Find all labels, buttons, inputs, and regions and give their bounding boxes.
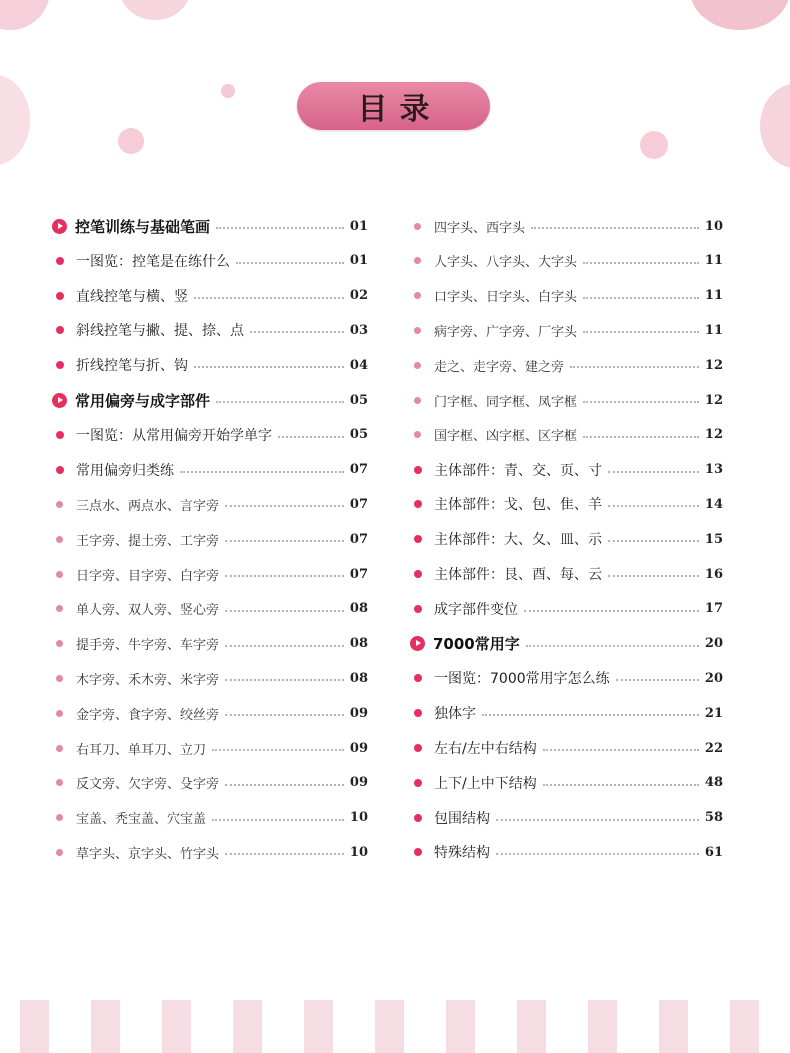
toc-page-number: 03 [349, 322, 368, 338]
toc-page-number: 12 [704, 427, 723, 443]
play-bullet-icon [52, 219, 67, 234]
toc-page-number: 01 [349, 218, 368, 234]
toc-entry-label: 右耳刀、单耳刀、立刀 [76, 742, 207, 758]
dot-bullet-icon [56, 326, 64, 334]
toc-entry[interactable] [410, 246, 723, 276]
toc-entry[interactable] [410, 594, 723, 624]
dot-leader [236, 262, 344, 264]
toc-page-number: 20 [704, 636, 723, 652]
dot-bullet-icon [414, 848, 422, 856]
toc-entry[interactable] [52, 663, 368, 693]
dot-bullet-icon [414, 257, 421, 264]
dot-leader [608, 575, 699, 577]
toc-entry-label: 木字旁、禾木旁、米字旁 [76, 672, 220, 688]
decor-square [588, 1000, 617, 1053]
dot-leader [225, 540, 344, 542]
dot-bullet-icon [414, 814, 422, 822]
dot-bullet-icon [56, 466, 64, 474]
toc-entry[interactable] [52, 629, 368, 659]
toc-entry[interactable] [410, 663, 723, 693]
decor-circle [0, 75, 30, 165]
toc-entry[interactable] [52, 698, 368, 728]
toc-entry-label: 主体部件：艮、酉、每、云 [434, 567, 602, 583]
dot-bullet-icon [414, 500, 422, 508]
decor-circle [0, 0, 50, 30]
toc-entry[interactable] [410, 420, 723, 450]
toc-entry-label: 独体字 [434, 706, 476, 723]
toc-page-number: 15 [704, 531, 723, 547]
dot-bullet-icon [414, 570, 422, 578]
dot-leader [250, 331, 344, 333]
toc-entry-label: 常用偏旁与成字部件 [75, 391, 211, 410]
dot-bullet-icon [56, 571, 63, 578]
toc-entry[interactable] [410, 489, 723, 519]
toc-entry[interactable] [410, 768, 723, 798]
dot-leader [180, 471, 344, 473]
toc-entry-label: 四字头、西字头 [434, 220, 526, 236]
toc-page-number: 02 [349, 288, 368, 304]
toc-entry-label: 人字头、八字头、大字头 [434, 255, 578, 271]
toc-page-number: 05 [349, 392, 368, 408]
toc-entry-label: 上下/上中下结构 [434, 775, 537, 792]
toc-page-number: 22 [704, 740, 723, 756]
toc-entry[interactable] [410, 698, 723, 728]
decor-square [162, 1000, 191, 1053]
toc-page-number: 17 [704, 601, 723, 617]
decor-square [659, 1000, 688, 1053]
dot-leader [608, 505, 699, 507]
dot-bullet-icon [414, 674, 422, 682]
decor-circle [640, 131, 668, 159]
toc-page-number: 21 [704, 705, 723, 721]
toc-page-number: 20 [704, 670, 723, 686]
decor-circle [221, 84, 235, 98]
toc-entry[interactable] [52, 281, 368, 311]
toc-page-number: 07 [349, 496, 368, 512]
toc-entry-label: 主体部件：戈、包、隹、羊 [434, 497, 602, 514]
toc-page-number: 61 [704, 844, 723, 860]
dot-leader [531, 227, 699, 229]
toc-page-number: 09 [349, 775, 368, 791]
dot-bullet-icon [414, 327, 421, 334]
decor-square [233, 1000, 262, 1053]
toc-page-number: 11 [704, 322, 723, 338]
dot-leader [225, 853, 344, 855]
decor-square [91, 1000, 120, 1053]
decor-circle [120, 0, 190, 20]
toc-page-number: 12 [704, 392, 723, 408]
toc-entry[interactable] [52, 420, 368, 450]
toc-entry[interactable] [52, 489, 368, 519]
dot-leader [225, 679, 344, 681]
toc-entry[interactable] [410, 211, 723, 241]
toc-page-number: 11 [704, 253, 723, 269]
dot-leader [278, 436, 344, 438]
toc-entry-label: 国字框、凶字框、区字框 [434, 429, 578, 445]
toc-page-number: 48 [704, 775, 723, 791]
toc-entry-label: 单人旁、双人旁、竖心旁 [76, 603, 220, 619]
decor-circle [118, 128, 144, 154]
toc-entry-label: 宝盖、秃宝盖、穴宝盖 [76, 812, 207, 828]
decor-circle [690, 0, 790, 30]
dot-bullet-icon [56, 675, 63, 682]
dot-leader [225, 784, 344, 786]
dot-leader [616, 679, 699, 681]
dot-bullet-icon [56, 640, 63, 647]
toc-entry-label: 三点水、两点水、言字旁 [76, 498, 220, 514]
decor-square [730, 1000, 759, 1053]
toc-entry[interactable] [410, 455, 723, 485]
decor-square [304, 1000, 333, 1053]
toc-entry-label: 包围结构 [434, 810, 490, 827]
toc-entry-label: 门字框、同字框、凤字框 [434, 394, 578, 410]
toc-entry[interactable] [410, 315, 723, 345]
dot-leader [225, 505, 344, 507]
toc-entry[interactable] [52, 315, 368, 345]
toc-entry-label: 金字旁、食字旁、绞丝旁 [76, 707, 220, 723]
dot-bullet-icon [56, 536, 63, 543]
toc-entry-label: 草字头、京字头、竹字头 [76, 846, 220, 862]
dot-leader [583, 331, 699, 333]
toc-entry-label: 直线控笔与横、竖 [76, 288, 188, 305]
toc-page-number: 08 [349, 601, 368, 617]
dot-leader [524, 610, 699, 612]
play-bullet-icon [410, 636, 425, 651]
bottom-decor-band [0, 1000, 790, 1053]
toc-entry[interactable] [52, 768, 368, 798]
toc-entry-label: 走之、走字旁、建之旁 [434, 359, 565, 375]
dot-leader [216, 401, 344, 403]
toc-entry[interactable] [52, 455, 368, 485]
toc-entry-label: 主体部件：青、交、页、寸 [434, 462, 602, 479]
dot-leader [543, 749, 699, 751]
toc-page-number: 14 [704, 496, 723, 512]
decor-square [517, 1000, 546, 1053]
dot-bullet-icon [414, 397, 421, 404]
dot-bullet-icon [56, 431, 64, 439]
decor-circle [760, 84, 790, 168]
toc-entry-label: 反文旁、欠字旁、殳字旁 [76, 777, 220, 793]
dot-leader [482, 714, 699, 716]
toc-page-number: 07 [349, 462, 368, 478]
dot-leader [225, 714, 344, 716]
toc-entry[interactable] [410, 281, 723, 311]
dot-leader [194, 366, 344, 368]
toc-page-number: 07 [349, 566, 368, 582]
dot-bullet-icon [56, 501, 63, 508]
dot-leader [583, 401, 699, 403]
toc-page-number: 16 [704, 566, 723, 582]
toc-entry[interactable] [52, 803, 368, 833]
toc-entry-label: 口字头、日字头、白字头 [434, 290, 578, 306]
toc-page-number: 05 [349, 427, 368, 443]
dot-leader [496, 853, 699, 855]
page-title: 目录 [357, 92, 442, 127]
dot-leader [608, 471, 699, 473]
play-bullet-icon [52, 393, 67, 408]
toc-entry[interactable] [52, 246, 368, 276]
toc-entry-label: 常用偏旁归类练 [76, 462, 174, 479]
dot-bullet-icon [414, 744, 422, 752]
dot-bullet-icon [414, 223, 421, 230]
dot-leader [583, 436, 699, 438]
dot-bullet-icon [414, 605, 422, 613]
toc-entry[interactable] [52, 559, 368, 589]
toc-page-number: 09 [349, 705, 368, 721]
dot-leader [225, 645, 344, 647]
toc-entry[interactable] [52, 594, 368, 624]
dot-bullet-icon [414, 362, 421, 369]
toc-entry-label: 提手旁、牛字旁、车字旁 [76, 638, 220, 654]
dot-bullet-icon [56, 361, 64, 369]
toc-entry-label: 主体部件：大、夂、皿、示 [434, 532, 602, 549]
decor-square [446, 1000, 475, 1053]
toc-entry-label: 特殊结构 [434, 845, 490, 862]
toc-title-banner [297, 82, 490, 130]
toc-page-number: 07 [349, 531, 368, 547]
toc-entry[interactable] [52, 837, 368, 867]
dot-bullet-icon [56, 605, 63, 612]
dot-leader [212, 749, 344, 751]
toc-entry[interactable] [410, 803, 723, 833]
dot-leader [496, 819, 699, 821]
toc-entry[interactable] [52, 524, 368, 554]
toc-page-number: 10 [349, 810, 368, 826]
dot-leader [225, 575, 344, 577]
dot-leader [570, 366, 699, 368]
dot-bullet-icon [414, 292, 421, 299]
dot-bullet-icon [56, 779, 63, 786]
dot-leader [583, 262, 699, 264]
toc-entry[interactable] [410, 524, 723, 554]
toc-entry[interactable] [410, 559, 723, 589]
dot-bullet-icon [56, 745, 63, 752]
dot-bullet-icon [56, 257, 64, 265]
toc-entry-label: 折线控笔与折、钩 [76, 358, 188, 375]
dot-bullet-icon [56, 814, 63, 821]
toc-page-number: 10 [349, 844, 368, 860]
toc-entry-label: 左右/左中右结构 [434, 741, 537, 757]
decor-square [20, 1000, 49, 1053]
dot-bullet-icon [414, 709, 422, 717]
toc-page-number: 13 [704, 462, 723, 478]
toc-entry-label: 斜线控笔与撇、提、捺、点 [76, 323, 244, 340]
dot-bullet-icon [56, 710, 63, 717]
toc-entry[interactable] [410, 350, 723, 380]
dot-bullet-icon [414, 466, 422, 474]
dot-leader [194, 297, 344, 299]
dot-bullet-icon [414, 779, 422, 787]
toc-entry-label: 一图览：控笔是在练什么 [76, 253, 230, 270]
toc-entry[interactable] [52, 350, 368, 380]
toc-page-number: 11 [704, 288, 723, 304]
dot-bullet-icon [56, 292, 64, 300]
toc-section-entry[interactable] [52, 211, 368, 241]
toc-entry-label: 病字旁、广字旁、厂字头 [434, 324, 578, 340]
dot-leader [212, 819, 344, 821]
toc-page-number: 01 [349, 253, 368, 269]
toc-page-number: 04 [349, 357, 368, 373]
toc-entry[interactable] [410, 837, 723, 867]
dot-leader [608, 540, 699, 542]
toc-entry-label: 7000常用字 [433, 635, 520, 654]
toc-entry-label: 成字部件变位 [434, 601, 518, 618]
dot-leader [543, 784, 699, 786]
dot-leader [216, 227, 344, 229]
toc-entry[interactable] [410, 385, 723, 415]
decor-square [375, 1000, 404, 1053]
toc-entry-label: 控笔训练与基础笔画 [75, 217, 211, 236]
toc-entry[interactable] [410, 733, 723, 763]
dot-leader [526, 645, 699, 647]
toc-page-number: 09 [349, 740, 368, 756]
dot-bullet-icon [56, 849, 63, 856]
toc-page-number: 08 [349, 670, 368, 686]
toc-page-number: 12 [704, 357, 723, 373]
toc-section-entry[interactable] [410, 629, 723, 659]
toc-entry-label: 一图览：7000常用字怎么练 [434, 671, 610, 688]
toc-page-number: 10 [704, 218, 723, 234]
toc-entry[interactable] [52, 733, 368, 763]
toc-entry-label: 王字旁、提土旁、工字旁 [76, 533, 220, 549]
dot-leader [583, 297, 699, 299]
toc-page-number: 08 [349, 636, 368, 652]
toc-section-entry[interactable] [52, 385, 368, 415]
toc-entry-label: 一图览：从常用偏旁开始学单字 [76, 427, 272, 444]
dot-bullet-icon [414, 535, 422, 543]
toc-entry-label: 日字旁、目字旁、白字旁 [76, 568, 220, 584]
dot-bullet-icon [414, 431, 421, 438]
dot-leader [225, 610, 344, 612]
toc-page-number: 58 [704, 810, 723, 826]
